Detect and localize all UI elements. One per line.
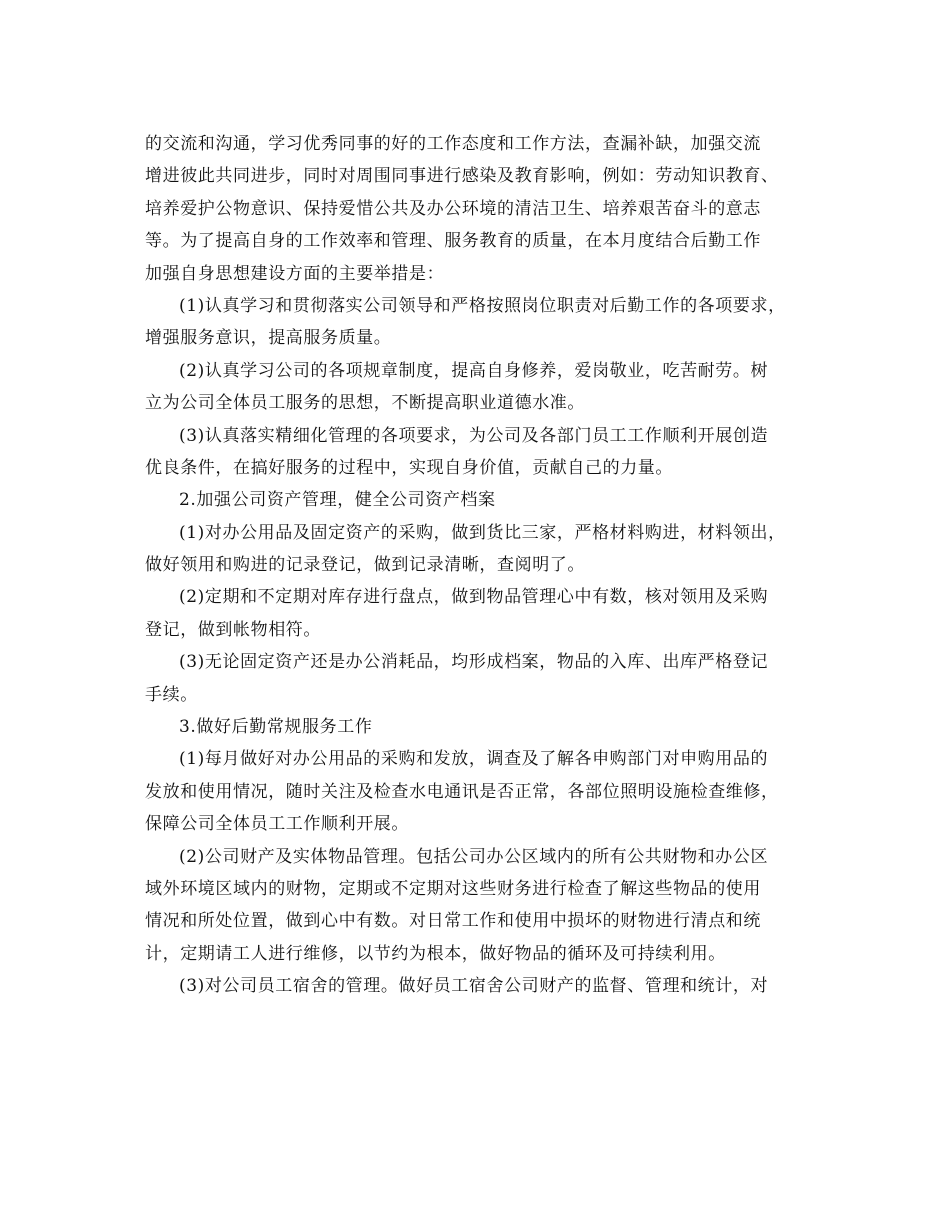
text-line: (1)认真学习和贯彻落实公司领导和严格按照岗位职责对后勤工作的各项要求， xyxy=(179,295,786,316)
text-line: (3)无论固定资产还是办公消耗品，均形成档案，物品的入库、出库严格登记 xyxy=(179,652,769,673)
text-line: 域外环境区域内的财物，定期或不定期对这些财务进行检查了解这些物品的使用 xyxy=(145,878,761,899)
text-line: 增强服务意识，提高服务质量。 xyxy=(145,328,392,349)
text-line: (3)对公司员工宿舍的管理。做好员工宿舍公司财产的监督、管理和统计，对 xyxy=(179,976,769,997)
document-body xyxy=(145,128,815,1003)
text-line: (1)每月做好对办公用品的采购和发放，调查及了解各申购部门对申购用品的 xyxy=(179,749,769,770)
text-line: 发放和使用情况，随时关注及检查水电通讯是否正常，各部位照明设施检查维修， xyxy=(145,781,779,802)
text-line: 3.做好后勤常规服务工作 xyxy=(179,717,373,738)
text-line: 计，定期请工人进行维修，以节约为根本，做好物品的循环及可持续利用。 xyxy=(145,943,726,964)
text-line: 培养爱护公物意识、保持爱惜公共及办公环境的清洁卫生、培养艰苦奋斗的意志 xyxy=(145,198,761,219)
text-line: (3)认真落实精细化管理的各项要求，为公司及各部门员工工作顺利开展创造 xyxy=(179,425,769,446)
text-line: (2)认真学习公司的各项规章制度，提高自身修养，爱岗敬业，吃苦耐劳。树 xyxy=(179,360,769,381)
text-line: (1)对办公用品及固定资产的采购，做到货比三家，严格材料购进，材料领出， xyxy=(179,522,786,543)
text-line: 情况和所处位置，做到心中有数。对日常工作和使用中损坏的财物进行清点和统 xyxy=(145,911,761,932)
text-line: 保障公司全体员工工作顺利开展。 xyxy=(145,814,409,835)
text-line: 做好领用和购进的记录登记，做到记录清晰，查阅明了。 xyxy=(145,555,585,576)
text-line: 手续。 xyxy=(145,684,198,705)
text-line: 登记，做到帐物相符。 xyxy=(145,619,321,640)
text-line: 等。为了提高自身的工作效率和管理、服务教育的质量，在本月度结合后勤工作 xyxy=(145,231,761,252)
text-line: 增进彼此共同进步，同时对周围同事进行感染及教育影响，例如：劳动知识教育、 xyxy=(145,166,779,187)
text-line: 的交流和沟通，学习优秀同事的好的工作态度和工作方法，查漏补缺，加强交流 xyxy=(145,134,761,154)
text-line: (2)定期和不定期对库存进行盘点，做到物品管理心中有数，核对领用及采购 xyxy=(179,587,769,608)
text-line: (2)公司财产及实体物品管理。包括公司办公区域内的所有公共财物和办公区 xyxy=(179,846,769,867)
text-line: 2.加强公司资产管理，健全公司资产档案 xyxy=(179,490,496,511)
text-line: 立为公司全体员工服务的思想，不断提高职业道德水准。 xyxy=(145,393,585,414)
text-line: 加强自身思想建设方面的主要举措是： xyxy=(145,263,445,284)
text-line: 优良条件，在搞好服务的过程中，实现自身价值，贡献自己的力量。 xyxy=(145,457,673,478)
